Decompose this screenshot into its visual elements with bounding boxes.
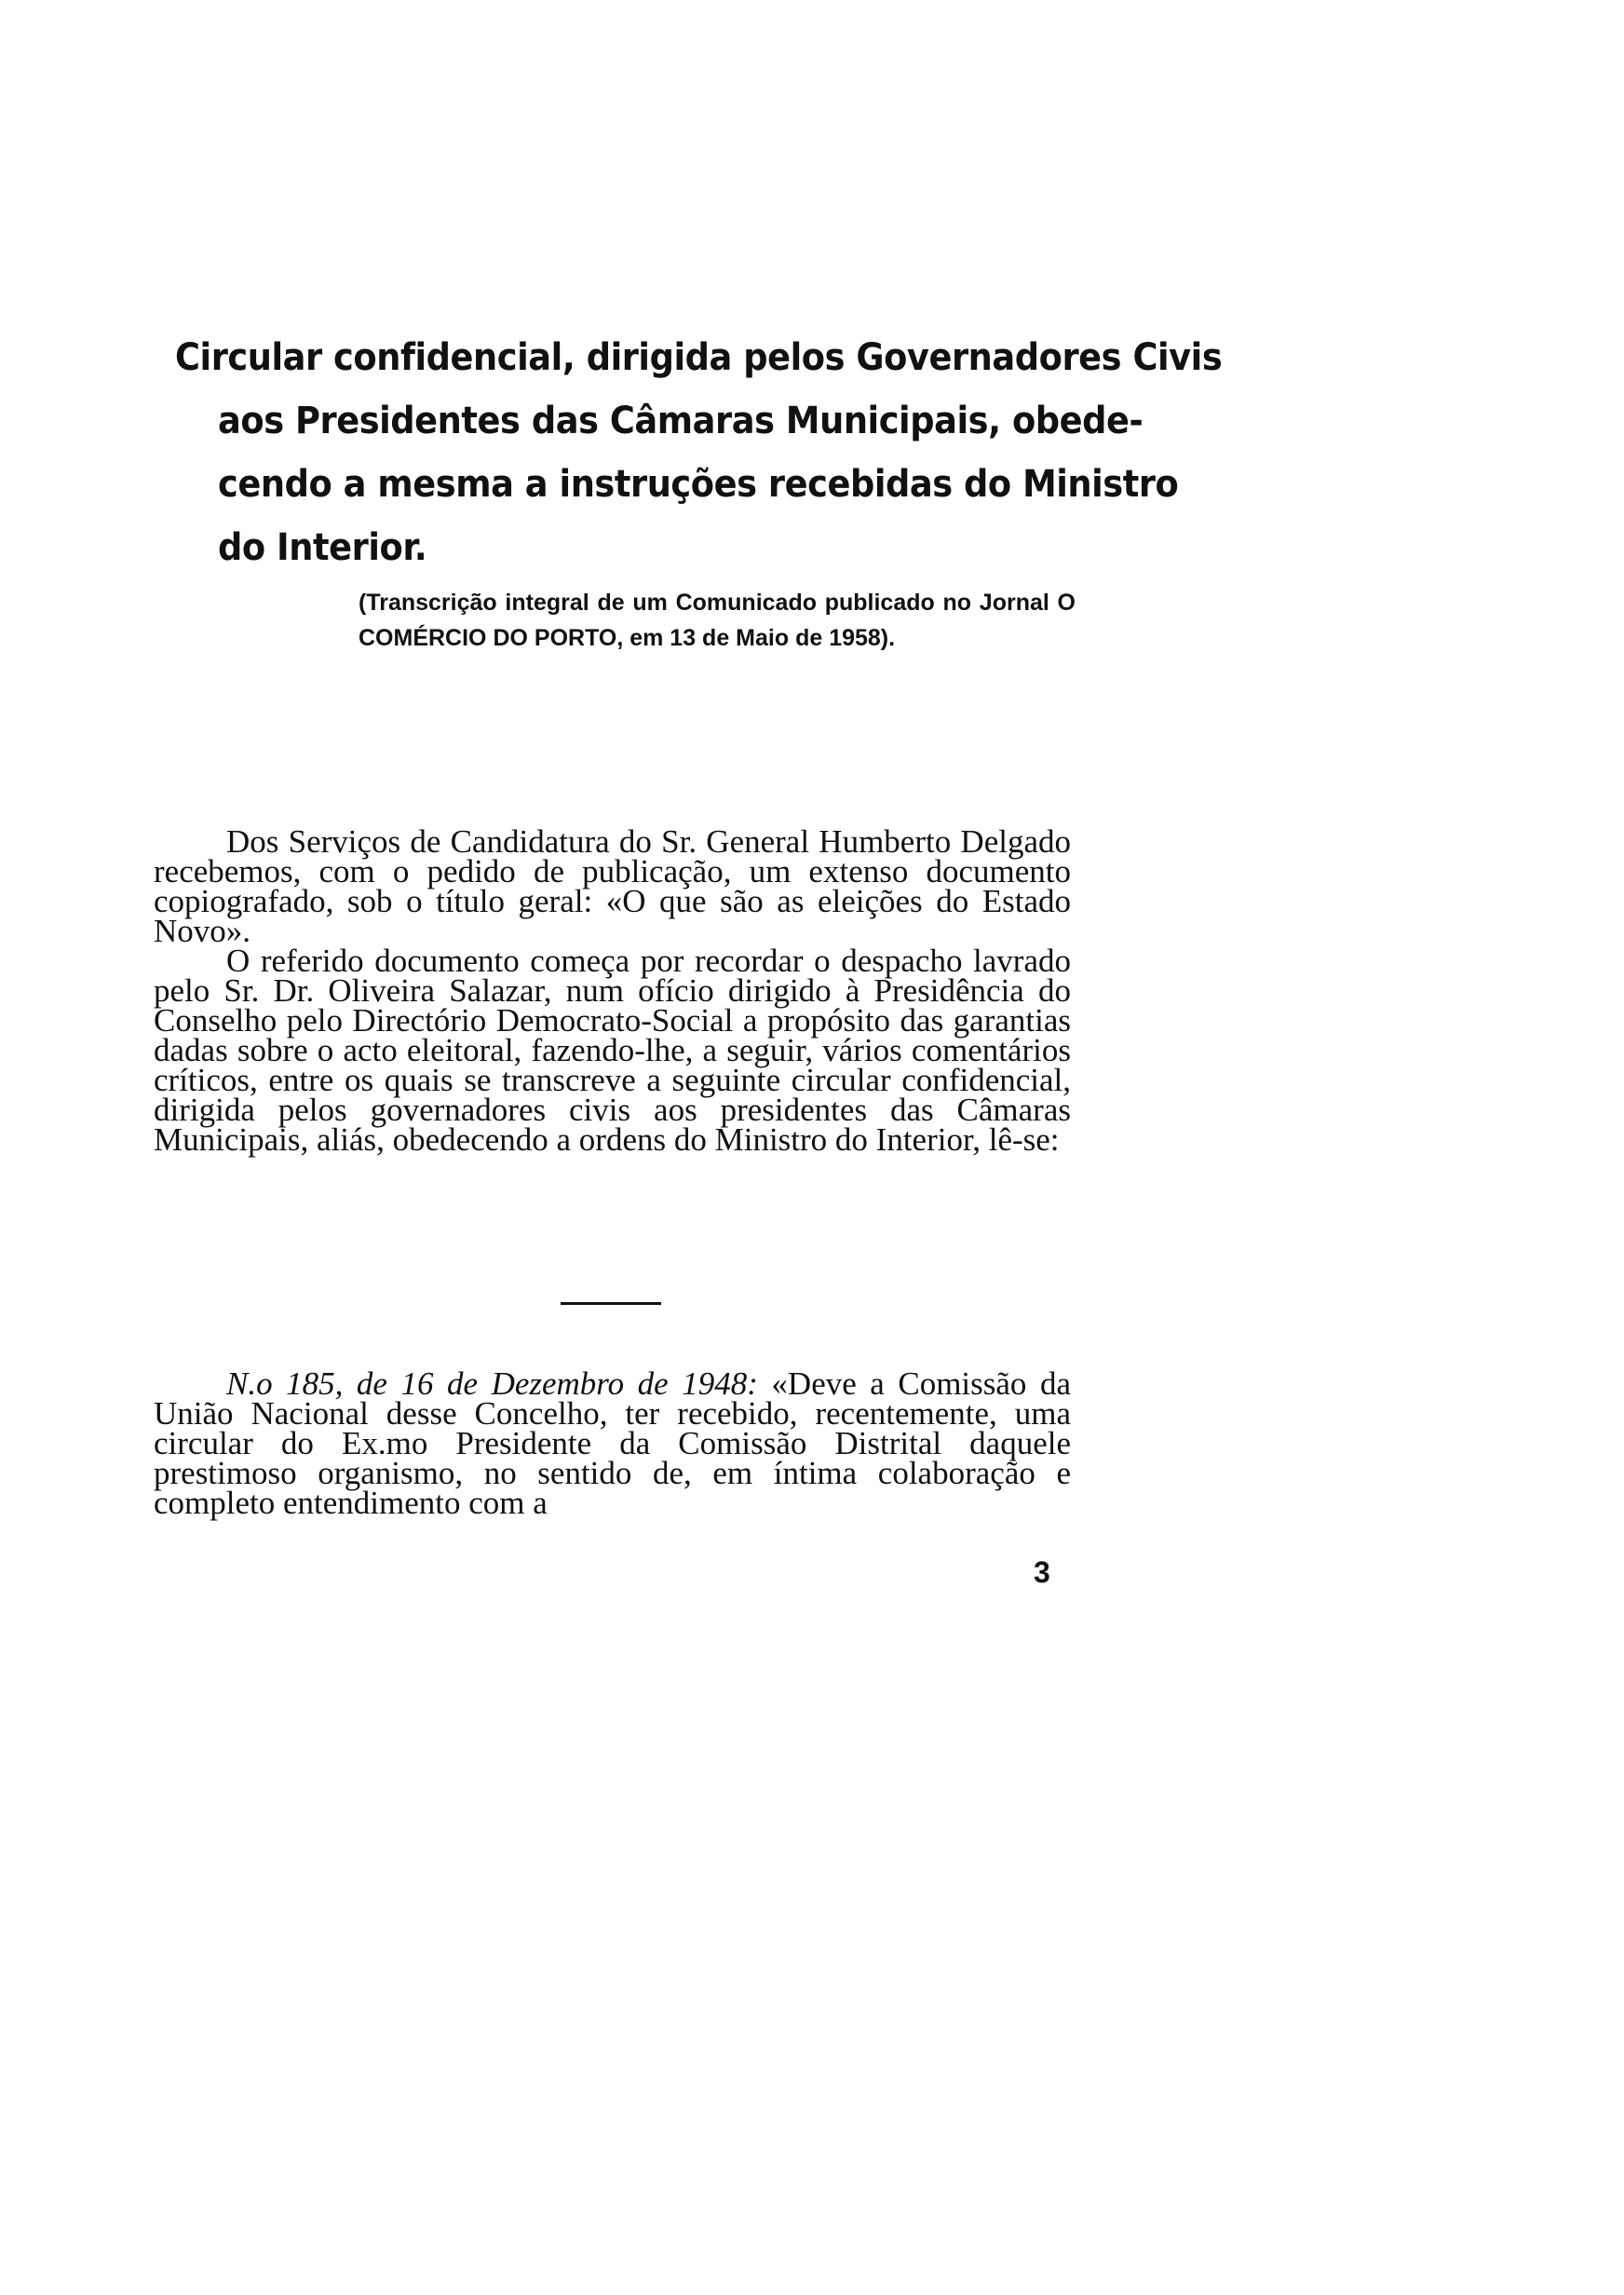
body-paragraph: Dos Serviços de Candidatura do Sr. General Humberto Delgado recebemos, com o pedido de publicação, um extenso documento copiografado, sob o título geral: «O que são as eleições do Estado Novo». xyxy=(154,823,1071,949)
circular-paragraph xyxy=(154,1365,1071,1521)
circular-body: «Deve a Comissão da União Nacional desse Concelho, ter recebido, recentemente, uma circular do Ex.mo Presidente da Comissão Distrital daquele prestimoso organismo, no sentido de, em íntima colaboração e completo entendimento com a xyxy=(154,1365,1071,1521)
circular-reference: N.o 185, de 16 de Dezembro de 1948: xyxy=(226,1365,758,1402)
body-paragraph: O referido documento começa por recordar o despacho lavrado pelo Sr. Dr. Oliveira Salazar, num ofício dirigido à Presidência do Conselho pelo Directório Democrato-Social a propósito das garantias dadas sobre o acto eleitoral, fazendo-lhe, a seguir, vários comentários críticos, entre os quais se transcreve a seguinte circular confidencial, dirigida pelos governadores civis aos presidentes das Câmaras Municipais, aliás, obedecendo a ordens do Ministro do Interior, lê-se: xyxy=(154,943,1071,1158)
heading-line: do Interior. xyxy=(218,526,427,569)
document-heading xyxy=(175,326,1223,579)
section-divider xyxy=(561,1302,661,1305)
intro-text xyxy=(154,823,1071,1158)
page-number: 3 xyxy=(1034,1555,1050,1589)
circular-text xyxy=(154,1365,1071,1521)
source-note: (Transcrição integral de um Comunicado publicado no Jornal O COMÉRCIO DO PORTO, em 13 de Maio de 1958). xyxy=(359,590,1076,651)
heading-line: cendo a mesma a instruções recebidas do Ministro xyxy=(218,463,1179,506)
heading-line: aos Presidentes das Câmaras Municipais, obede- xyxy=(218,400,1144,442)
heading-line: Circular confidencial, dirigida pelos Governadores Civis xyxy=(175,336,1223,379)
